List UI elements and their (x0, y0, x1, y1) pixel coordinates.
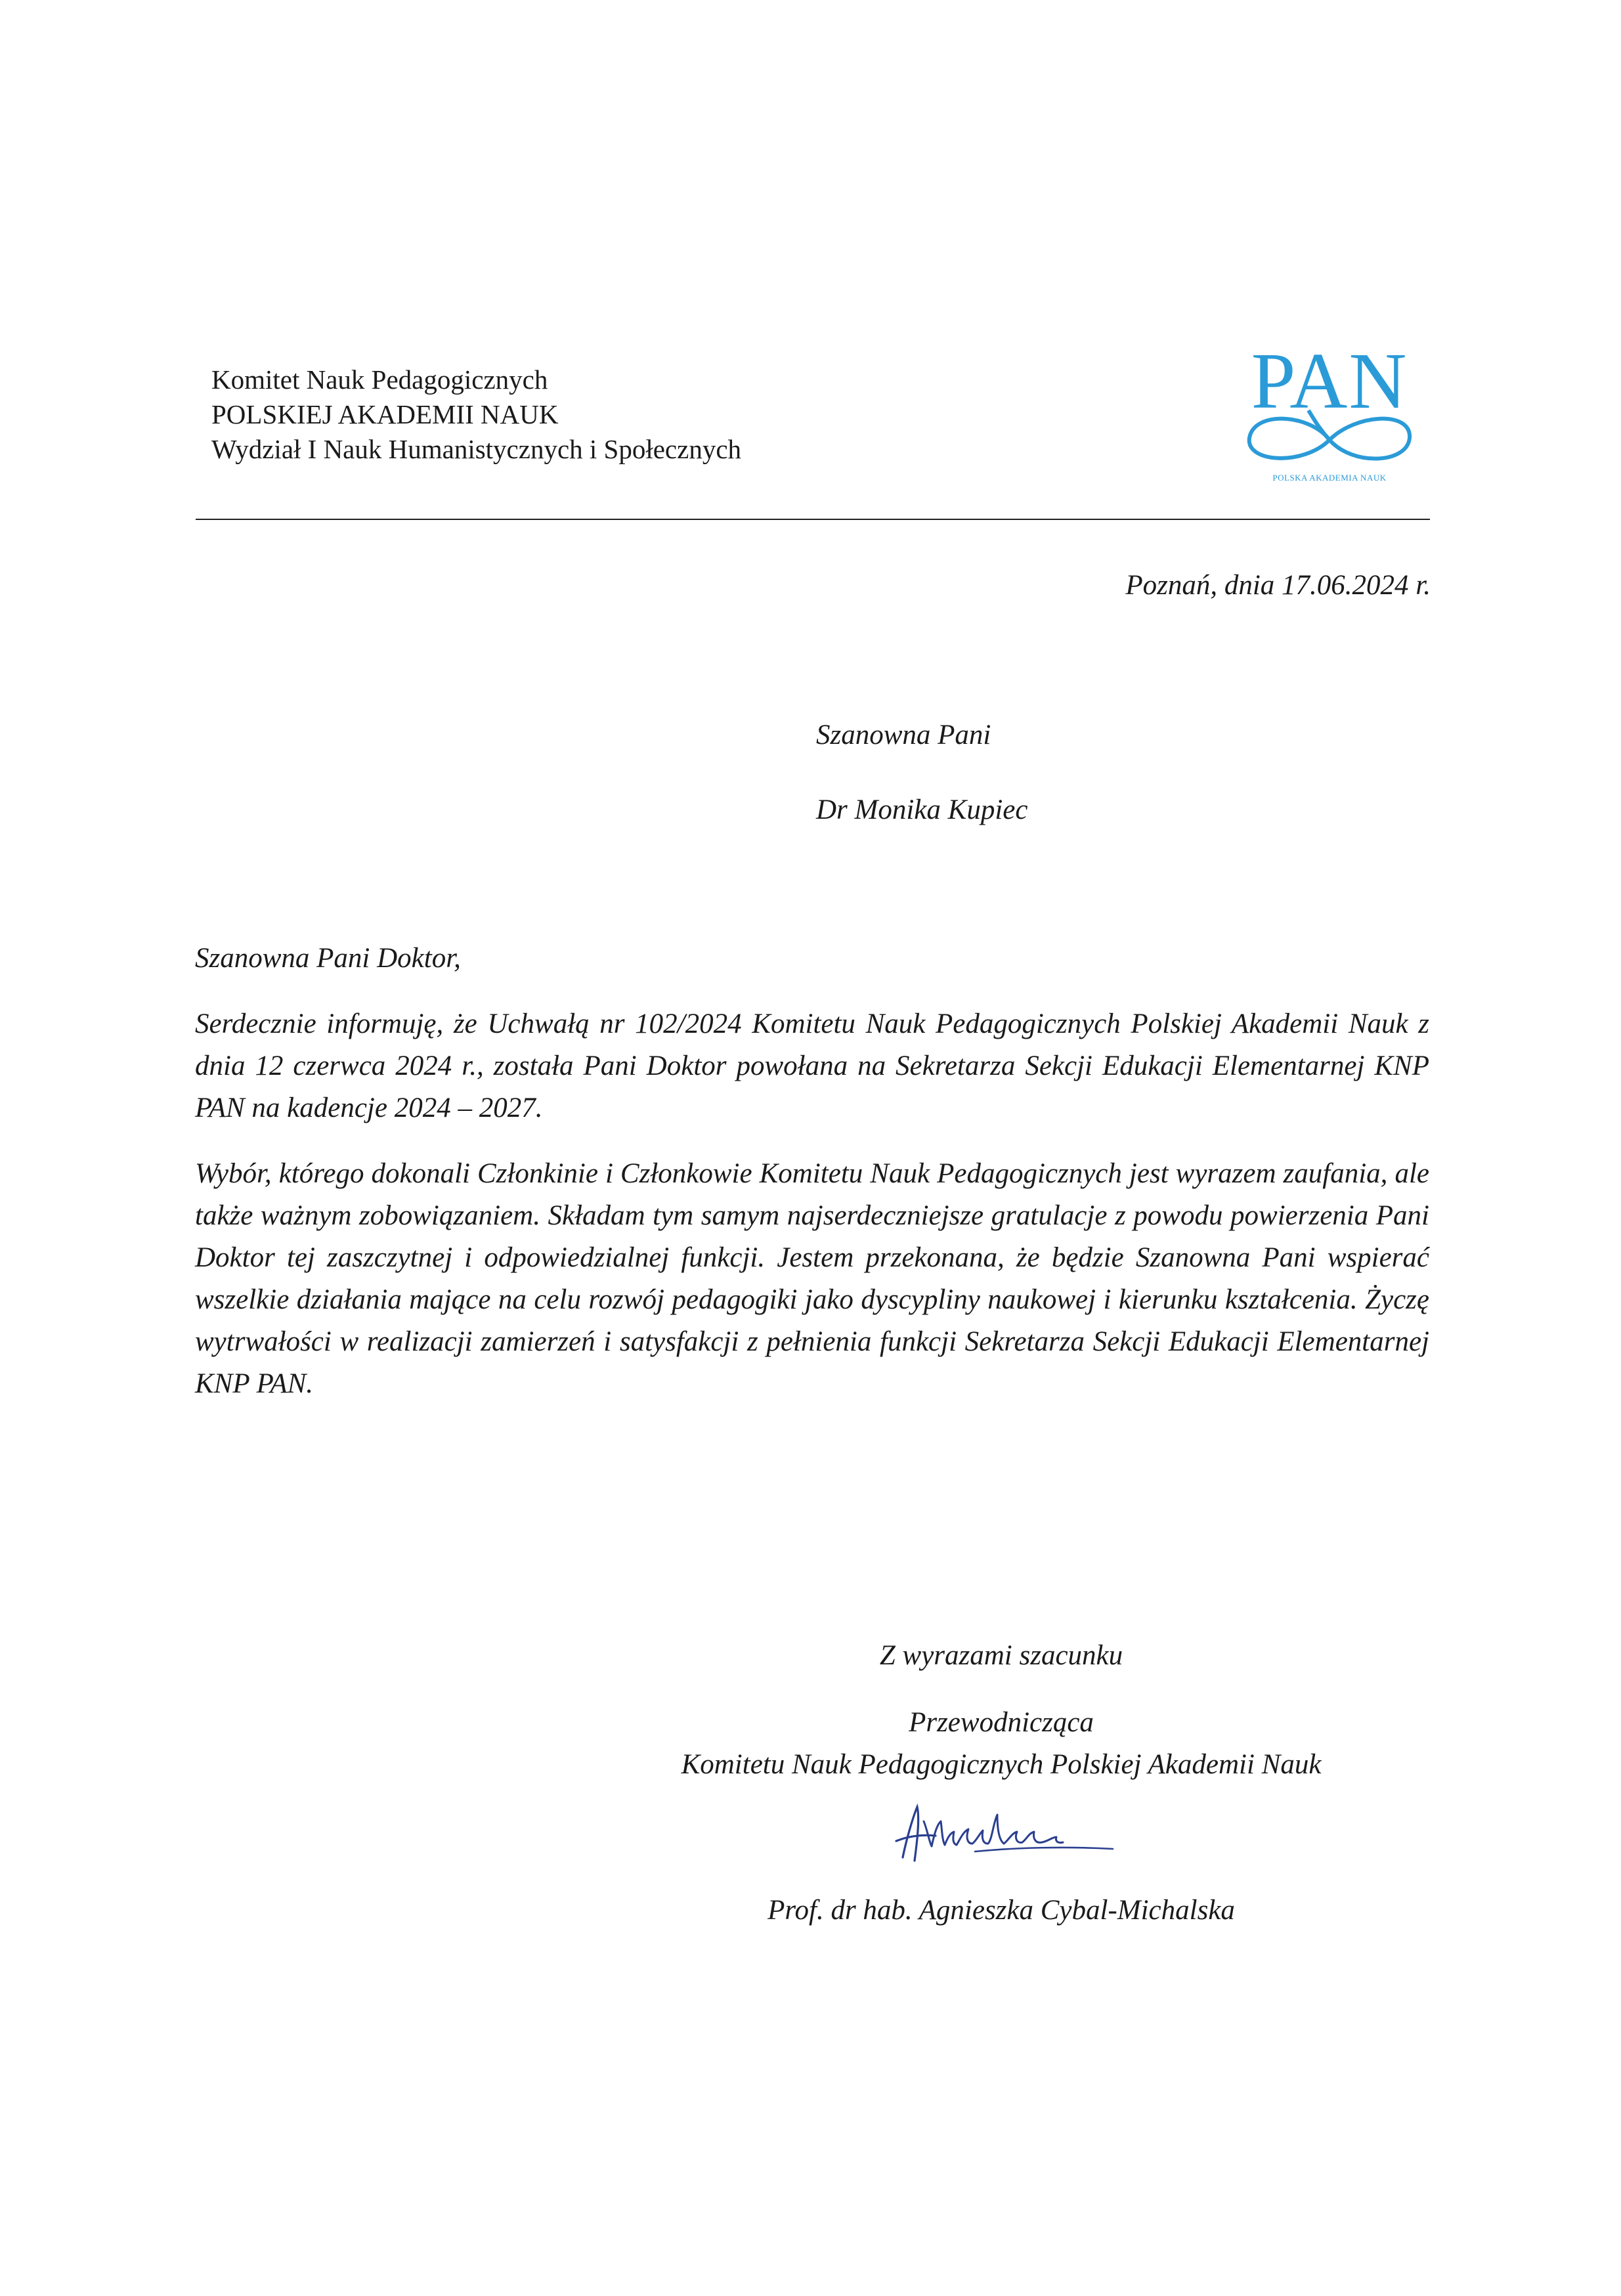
addressee (816, 714, 1027, 864)
letter-body (195, 938, 1429, 1429)
letterhead-committee: Komitet Nauk Pedagogicznych (211, 364, 548, 395)
addressee-name: Dr Monika Kupiec (816, 794, 1028, 825)
letter-closing (657, 1635, 1346, 1932)
header-divider (196, 519, 1430, 520)
letter-paragraph-2: Wybór, którego dokonali Członkinie i Członkowie Komitetu Nauk Pedagogicznych jest wyrazem zaufania, ale także ważnym zobowiązaniem. Składam tym samym najserdeczniejsze gratulacje z powodu powierzenia Pani Doktor tej zaszczytnej i odpowiedzialnej funkcji. Jestem przekonana, że będzie Szanowna Pani wspierać wszelkie działania mające na celu rozwój pedagogiki jako dyscypliny naukowej i kierunku kształcenia. Życzę wytrwałości w realizacji zamierzeń i satysfakcji z pełnienia funkcji Sekretarza Sekcji Edukacji Elementarnej KNP PAN. (195, 1158, 1429, 1399)
letterhead (211, 362, 1131, 467)
pan-logo-caption: POLSKA AKADEMIA NAUK (1272, 473, 1387, 483)
pan-logo (1231, 337, 1428, 492)
handwritten-signature (876, 1795, 1126, 1874)
letter-salutation: Szanowna Pani Doktor, (195, 943, 461, 974)
letter-paragraph-1: Serdecznie informuję, że Uchwałą nr 102/2024 Komitetu Nauk Pedagogicznych Polskiej Akademii Nauk z dnia 12 czerwca 2024 r., została Pani Doktor powołana na Sekretarza Sekcji Edukacji Elementarnej KNP PAN na kadencje 2024 – 2027. (195, 1008, 1429, 1123)
closing-regards: Z wyrazami szacunku (879, 1640, 1123, 1671)
letter-date: Poznań, dnia 17.06.2024 r. (1125, 570, 1431, 601)
signer-title: Przewodnicząca (909, 1707, 1094, 1738)
pan-logo-infinity-icon (1231, 404, 1428, 476)
signer-name: Prof. dr hab. Agnieszka Cybal-Michalska (767, 1895, 1235, 1926)
addressee-salutation: Szanowna Pani (816, 720, 991, 750)
letterhead-academy: POLSKIEJ AKADEMII NAUK (211, 399, 559, 429)
signer-committee: Komitetu Nauk Pedagogicznych Polskiej Akademii Nauk (681, 1749, 1322, 1780)
letterhead-division: Wydział I Nauk Humanistycznych i Społecznych (211, 434, 742, 464)
pan-logo-text: PAN (1251, 337, 1408, 425)
